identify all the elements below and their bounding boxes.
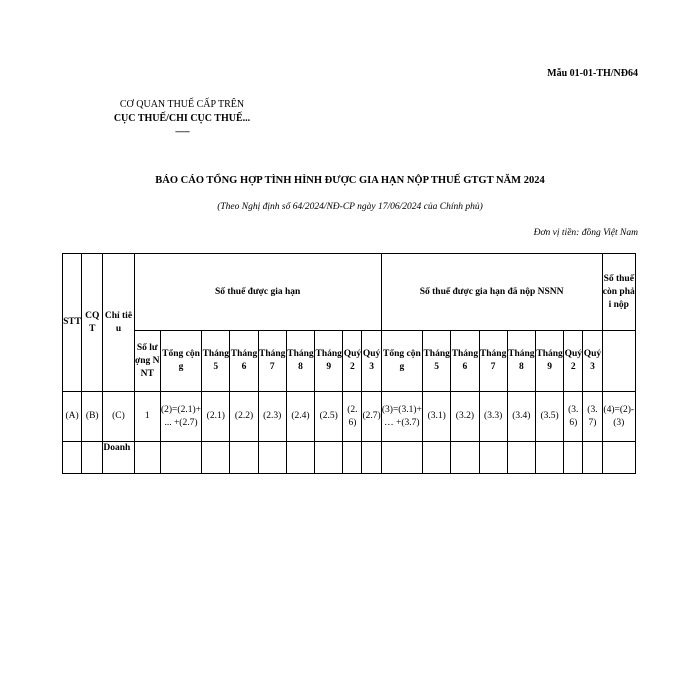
data-row: [63, 442, 636, 474]
code-cell: (2.4): [286, 392, 314, 442]
data-cell: [63, 442, 82, 474]
data-cell: [286, 442, 314, 474]
data-cell: [564, 442, 583, 474]
code-cell: (2)=(2.1)+ ... +(2.7): [160, 392, 201, 442]
col-paid-quarter: Quý 2: [564, 331, 583, 392]
col-paid-month: Tháng 8: [507, 331, 535, 392]
col-paid-month: Tháng 9: [535, 331, 563, 392]
col-paid-month: Tháng 5: [423, 331, 451, 392]
col-remaining-blank: [602, 331, 635, 392]
data-cell: [423, 442, 451, 474]
data-cell: [134, 442, 160, 474]
form-code: Mẫu 01-01-TH/NĐ64: [547, 68, 638, 79]
agency-underline: -------: [175, 126, 189, 136]
col-cqt: CQT: [82, 254, 103, 392]
agency-name: CỤC THUẾ/CHI CỤC THUẾ...: [113, 113, 251, 124]
code-cell: (2.7): [362, 392, 381, 442]
agency-block: [97, 98, 267, 136]
col-chi-tieu: Chỉ tiêu: [103, 254, 134, 392]
code-cell: (2.1): [202, 392, 230, 442]
data-cell: [451, 442, 479, 474]
col-taxpayer-count: Số lượng NNT: [134, 331, 160, 392]
col-extended-month: Tháng 9: [315, 331, 343, 392]
code-cell: (A): [63, 392, 82, 442]
report-subtitle: (Theo Nghị định số 64/2024/NĐ-CP ngày 17/06/2024 của Chính phủ): [217, 202, 483, 212]
code-cell: (3)=(3.1)+ … +(3.7): [381, 392, 422, 442]
col-extended-quarter: Quý 3: [362, 331, 381, 392]
data-cell: [479, 442, 507, 474]
code-cell: (2.2): [230, 392, 258, 442]
data-cell: [362, 442, 381, 474]
data-row-label: Doanh: [103, 442, 134, 474]
col-paid-quarter: Quý 3: [583, 331, 602, 392]
data-cell: [535, 442, 563, 474]
group-paid: Số thuế được gia hạn đã nộp NSNN: [381, 254, 602, 331]
data-cell: [230, 442, 258, 474]
agency-parent: CƠ QUAN THUẾ CẤP TRÊN: [119, 99, 245, 110]
col-extended-quarter: Quý 2: [343, 331, 362, 392]
code-cell: (2.6): [343, 392, 362, 442]
data-cell: [381, 442, 422, 474]
group-extended: Số thuế được gia hạn: [134, 254, 381, 331]
data-cell: [160, 442, 201, 474]
code-cell: (3.4): [507, 392, 535, 442]
code-cell: (3.6): [564, 392, 583, 442]
col-extended-month: Tháng 5: [202, 331, 230, 392]
code-cell: (C): [103, 392, 134, 442]
currency-unit: Đơn vị tiền: đồng Việt Nam: [533, 228, 638, 238]
code-cell: (3.1): [423, 392, 451, 442]
code-cell: 1: [134, 392, 160, 442]
code-cell: (3.3): [479, 392, 507, 442]
code-cell: (3.7): [583, 392, 602, 442]
code-cell: (2.5): [315, 392, 343, 442]
col-stt: STT: [63, 254, 82, 392]
code-row: [63, 392, 636, 442]
col-extended-month: Tháng 6: [230, 331, 258, 392]
col-extended-month: Tháng 8: [286, 331, 314, 392]
col-remaining: Số thuế còn phải nộp: [602, 254, 635, 331]
data-cell: [258, 442, 286, 474]
code-cell: (B): [82, 392, 103, 442]
col-extended-total: Tổng cộng: [160, 331, 201, 392]
header-row-2: [63, 331, 636, 392]
data-cell: [315, 442, 343, 474]
code-cell: (4)=(2)-(3): [602, 392, 635, 442]
code-cell: (3.2): [451, 392, 479, 442]
data-cell: [507, 442, 535, 474]
data-cell: [343, 442, 362, 474]
data-cell: [202, 442, 230, 474]
code-cell: (3.5): [535, 392, 563, 442]
report-title: BÁO CÁO TỔNG HỢP TÌNH HÌNH ĐƯỢC GIA HẠN NỘP THUẾ GTGT NĂM 2024: [155, 175, 545, 186]
col-paid-month: Tháng 6: [451, 331, 479, 392]
col-extended-month: Tháng 7: [258, 331, 286, 392]
header-row-1: [63, 254, 636, 331]
data-cell: [583, 442, 602, 474]
col-paid-total: Tổng cộng: [381, 331, 422, 392]
data-cell: [82, 442, 103, 474]
col-paid-month: Tháng 7: [479, 331, 507, 392]
code-cell: (2.3): [258, 392, 286, 442]
data-cell: [602, 442, 635, 474]
report-table: [62, 253, 636, 474]
